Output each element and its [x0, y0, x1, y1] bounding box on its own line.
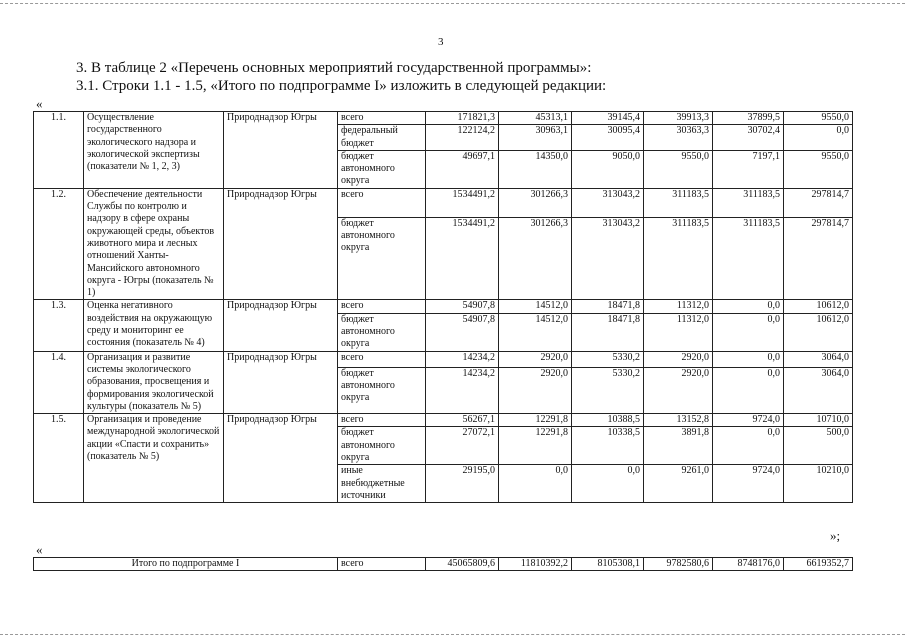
funding-source: всего — [338, 351, 426, 367]
funding-value: 313043,2 — [572, 217, 644, 300]
funding-value: 30363,3 — [644, 125, 713, 151]
measure-code: 1.1. — [34, 112, 84, 189]
funding-source: всего — [338, 112, 426, 125]
funding-value: 14234,2 — [426, 367, 499, 413]
funding-value: 311183,5 — [644, 188, 713, 217]
total-value: 6619352,7 — [784, 558, 853, 571]
measure-name: Обеспечение деятельности Службы по контролю и надзору в сфере охраны окружающей среды, объектов животного мира и лесных отношений Ханты-Мансийского автономного округа - Югры (показатель № 1) — [84, 188, 224, 300]
measure-name: Организация и развитие системы экологического образования, просвещения и формирования экологической культуры (показатель № 5) — [84, 351, 224, 413]
funding-value: 11312,0 — [644, 300, 713, 313]
measure-name: Организация и проведение международной экологической акции «Спасти и сохранить» (показатель № 5) — [84, 414, 224, 503]
funding-value: 10710,0 — [784, 414, 853, 427]
scan-border-bottom — [0, 634, 905, 635]
funding-value: 3064,0 — [784, 351, 853, 367]
funding-source: бюджет автономного округа — [338, 150, 426, 188]
funding-value: 2920,0 — [644, 351, 713, 367]
heading-line-1: 3. В таблице 2 «Перечень основных мероприятий государственной программы»: — [76, 60, 592, 76]
funding-value: 0,0 — [784, 125, 853, 151]
funding-source: бюджет автономного округа — [338, 367, 426, 413]
funding-value: 30702,4 — [713, 125, 784, 151]
funding-value: 37899,5 — [713, 112, 784, 125]
funding-value: 29195,0 — [426, 465, 499, 503]
funding-value: 3891,8 — [644, 427, 713, 465]
measure-executor: Природнадзор Югры — [224, 414, 338, 503]
funding-value: 30095,4 — [572, 125, 644, 151]
funding-value: 7197,1 — [713, 150, 784, 188]
funding-value: 54907,8 — [426, 313, 499, 351]
funding-value: 122124,2 — [426, 125, 499, 151]
funding-value: 9724,0 — [713, 414, 784, 427]
funding-value: 10388,5 — [572, 414, 644, 427]
funding-value: 9550,0 — [784, 112, 853, 125]
measure-code: 1.4. — [34, 351, 84, 413]
funding-value: 3064,0 — [784, 367, 853, 413]
funding-value: 171821,3 — [426, 112, 499, 125]
open-quote-1: « — [36, 96, 43, 111]
table-row — [34, 300, 853, 313]
funding-value: 0,0 — [499, 465, 572, 503]
funding-value: 1534491,2 — [426, 188, 499, 217]
funding-value: 0,0 — [713, 351, 784, 367]
funding-source: бюджет автономного округа — [338, 427, 426, 465]
measure-name: Оценка негативного воздействия на окружающую среду и мониторинг ее состояния (показатель № 4) — [84, 300, 224, 351]
measure-code: 1.3. — [34, 300, 84, 351]
measure-code: 1.5. — [34, 414, 84, 503]
heading-line-2: 3.1. Строки 1.1 - 1.5, «Итого по подпрограмме I» изложить в следующей редакции: — [76, 78, 607, 94]
funding-value: 12291,8 — [499, 414, 572, 427]
funding-value: 5330,2 — [572, 351, 644, 367]
funding-value: 12291,8 — [499, 427, 572, 465]
funding-value: 39913,3 — [644, 112, 713, 125]
funding-source: всего — [338, 300, 426, 313]
funding-value: 311183,5 — [713, 217, 784, 300]
table-row — [34, 112, 853, 125]
funding-value: 2920,0 — [499, 351, 572, 367]
funding-value: 311183,5 — [713, 188, 784, 217]
funding-value: 10338,5 — [572, 427, 644, 465]
funding-value: 2920,0 — [644, 367, 713, 413]
funding-value: 54907,8 — [426, 300, 499, 313]
funding-value: 297814,7 — [784, 188, 853, 217]
table-row — [34, 351, 853, 367]
total-value: 8105308,1 — [572, 558, 644, 571]
funding-value: 9724,0 — [713, 465, 784, 503]
funding-value: 14512,0 — [499, 300, 572, 313]
funding-value: 0,0 — [713, 300, 784, 313]
funding-value: 313043,2 — [572, 188, 644, 217]
total-row — [34, 558, 853, 571]
funding-source: всего — [338, 188, 426, 217]
funding-value: 14512,0 — [499, 313, 572, 351]
measure-name: Осуществление государственного экологического надзора и экологической экспертизы (показатели № 1, 2, 3) — [84, 112, 224, 189]
funding-value: 301266,3 — [499, 188, 572, 217]
funding-value: 13152,8 — [644, 414, 713, 427]
funding-value: 0,0 — [713, 427, 784, 465]
funding-value: 0,0 — [713, 313, 784, 351]
page-number: 3 — [438, 36, 444, 48]
funding-source: всего — [338, 414, 426, 427]
funding-value: 1534491,2 — [426, 217, 499, 300]
measure-executor: Природнадзор Югры — [224, 188, 338, 300]
measure-executor: Природнадзор Югры — [224, 300, 338, 351]
funding-value: 39145,4 — [572, 112, 644, 125]
funding-value: 9050,0 — [572, 150, 644, 188]
funding-value: 301266,3 — [499, 217, 572, 300]
funding-value: 18471,8 — [572, 313, 644, 351]
funding-source: федеральный бюджет — [338, 125, 426, 151]
table-row — [34, 414, 853, 427]
funding-value: 0,0 — [572, 465, 644, 503]
funding-value: 10210,0 — [784, 465, 853, 503]
funding-value: 49697,1 — [426, 150, 499, 188]
funding-value: 10612,0 — [784, 313, 853, 351]
open-quote-2: « — [36, 542, 43, 557]
funding-value: 45313,1 — [499, 112, 572, 125]
funding-value: 56267,1 — [426, 414, 499, 427]
measures-table-body — [34, 112, 853, 503]
funding-value: 14350,0 — [499, 150, 572, 188]
funding-source: иные внебюджетные источники — [338, 465, 426, 503]
funding-value: 5330,2 — [572, 367, 644, 413]
funding-value: 18471,8 — [572, 300, 644, 313]
measure-code: 1.2. — [34, 188, 84, 300]
funding-value: 30963,1 — [499, 125, 572, 151]
funding-value: 27072,1 — [426, 427, 499, 465]
total-value: 8748176,0 — [713, 558, 784, 571]
measure-executor: Природнадзор Югры — [224, 351, 338, 413]
funding-value: 11312,0 — [644, 313, 713, 351]
total-value: 9782580,6 — [644, 558, 713, 571]
funding-source: бюджет автономного округа — [338, 313, 426, 351]
funding-source: бюджет автономного округа — [338, 217, 426, 300]
total-label: Итого по подпрограмме I — [34, 558, 338, 571]
funding-value: 10612,0 — [784, 300, 853, 313]
funding-value: 0,0 — [713, 367, 784, 413]
total-value: 11810392,2 — [499, 558, 572, 571]
total-table — [33, 557, 853, 571]
funding-value: 2920,0 — [499, 367, 572, 413]
close-quote: »; — [830, 528, 841, 543]
funding-value: 311183,5 — [644, 217, 713, 300]
total-value: 45065809,6 — [426, 558, 499, 571]
total-source: всего — [338, 558, 426, 571]
funding-value: 297814,7 — [784, 217, 853, 300]
funding-value: 14234,2 — [426, 351, 499, 367]
table-row — [34, 188, 853, 217]
measures-table — [33, 111, 853, 503]
funding-value: 9550,0 — [784, 150, 853, 188]
funding-value: 9261,0 — [644, 465, 713, 503]
funding-value: 9550,0 — [644, 150, 713, 188]
scan-border-top — [0, 3, 905, 4]
funding-value: 500,0 — [784, 427, 853, 465]
measure-executor: Природнадзор Югры — [224, 112, 338, 189]
